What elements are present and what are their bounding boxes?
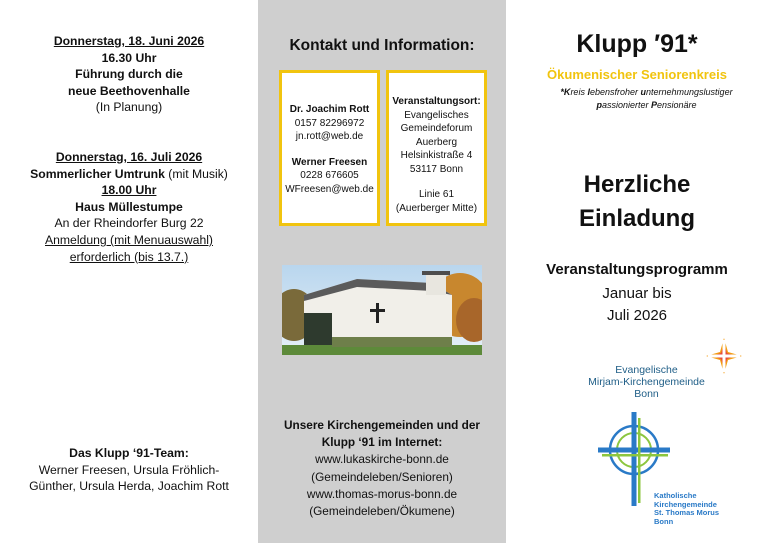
event-july-time: 18.00 Uhr	[101, 183, 157, 198]
tag-rest-2: ebensfroher	[589, 87, 641, 97]
event-july-title-line	[0, 166, 258, 183]
katholisch-line-2: Kirchengemeinde	[654, 499, 717, 509]
tag-cap-4: p	[596, 100, 602, 110]
event-july-place: Haus Müllestumpe	[75, 199, 183, 214]
contact2-phone: 0228 676605	[300, 170, 359, 181]
web-url-2-note: (Gemeindeleben/Ökumene)	[309, 504, 455, 519]
tag-cap-2: l	[587, 87, 590, 97]
venue-line-5: 53117 Bonn	[409, 163, 464, 175]
right-panel	[506, 0, 768, 543]
left-panel	[0, 0, 258, 543]
venue-transit-2: (Auerberger Mitte)	[395, 202, 478, 214]
event-july-title-suffix: (mit Musik)	[164, 166, 228, 181]
club-subtitle: Ökumenischer Seniorenkreis	[547, 67, 727, 82]
katholisch-line-1: Katholische	[654, 491, 697, 500]
event-june-title-1: Führung durch die	[75, 67, 183, 82]
event-july-address: An der Rheindorfer Burg 22	[54, 216, 204, 231]
web-title-1: Unsere Kirchengemeinden und der	[283, 418, 480, 432]
contact2-name: Werner Freesen	[291, 156, 368, 168]
venue-box	[386, 70, 487, 226]
program-range-2: Juli 2026	[606, 307, 668, 324]
event-july	[0, 149, 258, 265]
web-block	[258, 417, 506, 520]
event-july-title: Sommerlicher Umtrunk	[30, 166, 165, 181]
web-url-2[interactable]: www.thomas-morus-bonn.de	[306, 486, 458, 501]
event-july-registration-2: erforderlich (bis 13.7.)	[69, 249, 189, 264]
evangelisch-line-2: Mirjam-Kirchengemeinde	[588, 376, 705, 388]
event-june-note: (In Planung)	[95, 100, 163, 115]
tag-rest-3: nternehmungslustiger	[646, 87, 733, 97]
evangelisch-line-3: Bonn	[634, 388, 659, 400]
contact1-phone: 0157 82296972	[294, 117, 365, 129]
invitation-line-2: Einladung	[579, 205, 695, 232]
tag-rest-1: reis	[570, 87, 588, 97]
team-line-2: Günther, Ursula Herda, Joachim Rott	[29, 479, 229, 494]
invitation-line-1: Herzliche	[583, 171, 691, 198]
club-title: Klupp ′91*	[576, 30, 698, 58]
evangelisch-logo-text	[574, 364, 719, 400]
katholisch-logo	[594, 408, 724, 534]
venue-line-1: Evangelisches	[404, 109, 469, 121]
team-line-1: Werner Freesen, Ursula Fröhlich-	[38, 462, 220, 477]
contact2-email: WFreesen@web.de	[285, 183, 374, 195]
event-june-title-2: neue Beethovenhalle	[68, 83, 190, 98]
venue-line-3: Auerberg	[415, 136, 458, 148]
venue-line-4: Helsinkistraße 4	[400, 150, 473, 161]
tag-cap-3: u	[640, 87, 647, 97]
tag-cap-1: *K	[560, 87, 571, 97]
katholisch-line-4: Bonn	[654, 516, 674, 526]
team-block	[0, 445, 258, 495]
katholisch-logo-text	[654, 492, 719, 526]
tag-rest-4: assionierter	[601, 100, 651, 110]
web-title-2: Klupp ‘91 im Internet:	[321, 435, 443, 450]
venue-label: Veranstaltungsort:	[392, 96, 481, 107]
club-tagline	[534, 86, 759, 112]
program-range-1: Januar bis	[602, 285, 672, 302]
contact1-name: Dr. Joachim Rott	[289, 104, 370, 115]
tag-cap-5: P	[650, 100, 657, 110]
event-june-time: 16.30 Uhr	[101, 50, 157, 65]
web-url-1[interactable]: www.lukaskirche-bonn.de	[315, 452, 449, 467]
venue-transit-1: Linie 61	[418, 189, 455, 200]
contact-title: Kontakt und Information:	[289, 37, 475, 54]
web-url-1-note: (Gemeindeleben/Senioren)	[311, 469, 453, 484]
middle-panel	[258, 0, 506, 543]
evangelisch-line-1: Evangelische	[615, 364, 678, 376]
contact1-email: jn.rott@web.de	[295, 131, 364, 142]
event-july-registration-1: Anmeldung (mit Menuauswahl)	[45, 232, 213, 247]
team-title: Das Klupp ‘91-Team:	[69, 446, 189, 460]
tag-rest-5: ensionäre	[657, 100, 697, 110]
contact-box	[279, 70, 380, 226]
event-july-date: Donnerstag, 16. Juli 2026	[55, 150, 203, 164]
venue-line-2: Gemeindeforum	[400, 123, 473, 134]
event-june	[0, 33, 258, 116]
event-june-date: Donnerstag, 18. Juni 2026	[53, 34, 205, 48]
program-range	[506, 283, 768, 327]
evangelisch-logo	[574, 336, 764, 406]
church-photo	[282, 265, 482, 355]
invitation-heading	[506, 168, 768, 236]
katholisch-line-3: St. Thomas Morus	[654, 508, 720, 517]
program-title: Veranstaltungsprogramm	[546, 261, 728, 278]
